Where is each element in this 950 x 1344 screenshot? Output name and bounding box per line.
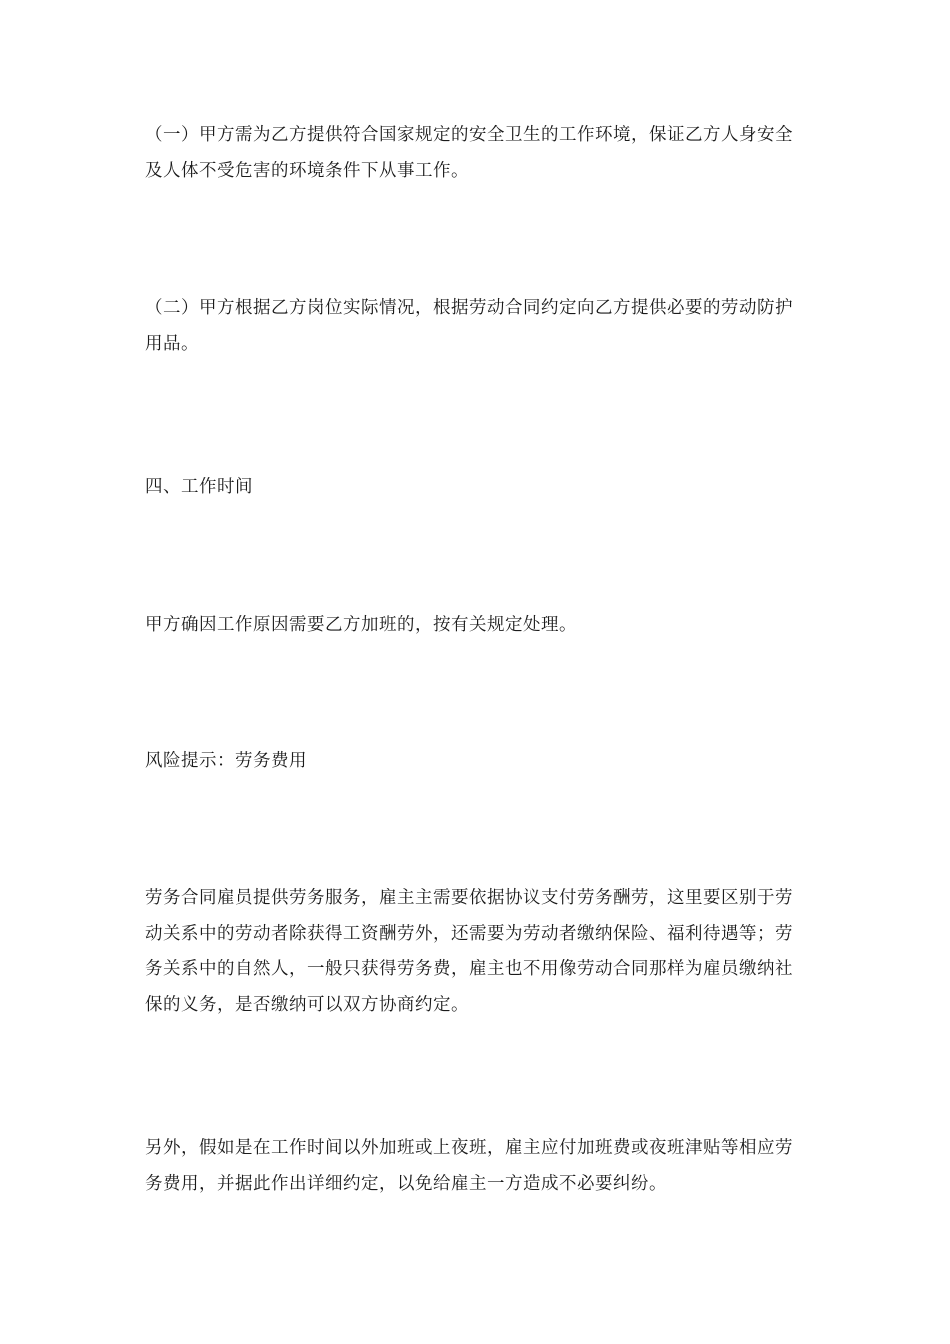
paragraph-overtime-pay: 另外，假如是在工作时间以外加班或上夜班，雇主应付加班费或夜班津贴等相应劳务费用，并据此作出详细约定，以免给雇主一方造成不必要纠纷。 — [145, 1138, 793, 1194]
paragraph-safety-environment: （一）甲方需为乙方提供符合国家规定的安全卫生的工作环境，保证乙方人身安全及人体不受危害的环境条件下从事工作。 — [145, 125, 793, 181]
paragraph-protective-equipment: （二）甲方根据乙方岗位实际情况，根据劳动合同约定向乙方提供必要的劳动防护用品。 — [145, 298, 793, 354]
section-heading-working-hours: 四、工作时间 — [145, 477, 253, 497]
paragraph-overtime: 甲方确因工作原因需要乙方加班的，按有关规定处理。 — [145, 615, 577, 635]
risk-tip-heading: 风险提示：劳务费用 — [145, 751, 307, 771]
paragraph-labor-fees: 劳务合同雇员提供劳务服务，雇主主需要依据协议支付劳务酬劳，这里要区别于劳动关系中的劳动者除获得工资酬劳外，还需要为劳动者缴纳保险、福利待遇等；劳务关系中的自然人，一般只获得劳务费，雇主也不用像劳动合同那样为雇员缴纳社保的义务，是否缴纳可以双方协商约定。 — [145, 888, 793, 1015]
